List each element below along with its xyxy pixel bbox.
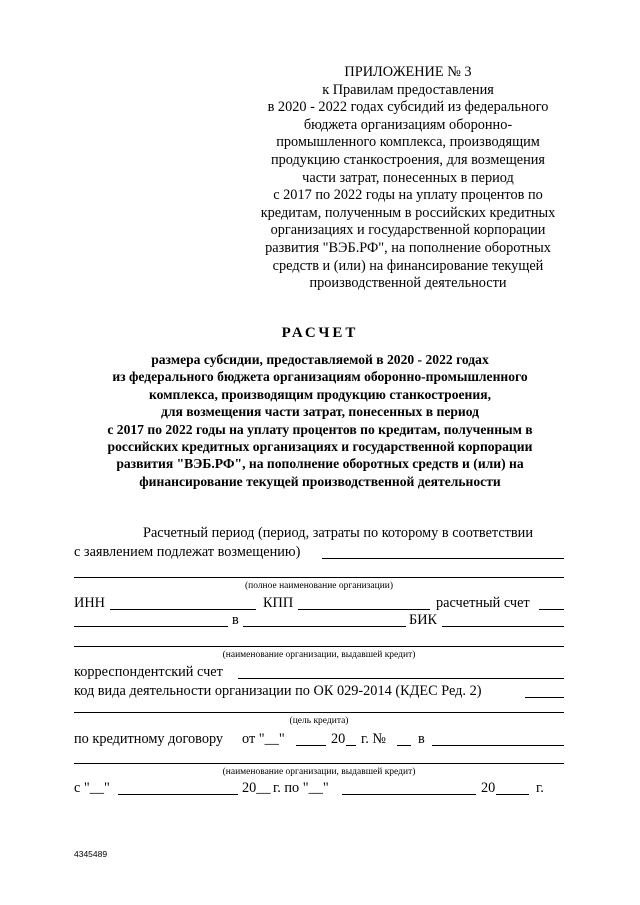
appendix-line: кредитам, полученным в российских кредитных (260, 204, 556, 221)
account-field-continued[interactable] (74, 626, 228, 627)
credit-purpose-line[interactable] (74, 712, 564, 713)
appendix-line: развития "ВЭБ.РФ", на пополнение оборотных (265, 239, 551, 256)
document-id: 4345489 (74, 849, 108, 859)
subtitle-line: из федерального бюджета организациям оборонно-промышленного (112, 369, 528, 385)
subtitle-line: развития "ВЭБ.РФ", на пополнение оборотных средств и (или) на (116, 456, 524, 472)
appendix-line: промышленного комплекса, производящим (276, 134, 540, 151)
appendix-line: ПРИЛОЖЕНИЕ № 3 (344, 64, 472, 80)
appendix-line: части затрат, понесенных в период (302, 169, 514, 186)
bank-name-field[interactable] (243, 626, 406, 627)
period-from-label: с "__" (74, 780, 110, 796)
subtitle-line: размера субсидии, предоставляемой в 2020 - 2022 годах (151, 352, 489, 367)
subtitle-line: финансирование текущей производственной деятельности (139, 473, 501, 489)
bank-caption-2: (наименование организации, выдавшей кредит) (222, 767, 416, 777)
appendix-line: производственной деятельности (309, 275, 507, 292)
bank-name-line-2[interactable] (74, 763, 564, 764)
activity-code-field[interactable] (525, 697, 564, 698)
document-title: РАСЧЕТ (281, 325, 359, 341)
document-subtitle (60, 351, 580, 490)
period-from-year: 20__ (242, 780, 271, 796)
corr-account-label: корреспондентский счет (74, 664, 223, 680)
appendix-block (238, 64, 578, 293)
contract-bank-field[interactable] (432, 745, 564, 746)
corr-account-field[interactable] (238, 678, 564, 679)
period-end-label: г. (536, 780, 544, 796)
period-from-month-field[interactable] (118, 794, 238, 795)
contract-number-label: г. № (361, 731, 387, 747)
appendix-line: в 2020 - 2022 годах субсидий из федерального (267, 99, 549, 116)
org-name-caption: (полное наименование организации) (244, 581, 394, 591)
kpp-label: КПП (263, 595, 294, 611)
subtitle-line: российских кредитных организациях и государственной корпорации (107, 439, 533, 455)
account-field[interactable] (539, 609, 564, 610)
subtitle-line: с 2017 по 2022 годы на уплату процентов по кредитам, полученным в (107, 421, 533, 437)
kpp-field[interactable] (298, 609, 430, 610)
bank-name-line[interactable] (74, 646, 564, 647)
contract-from-label: от "__" (242, 731, 285, 747)
appendix-line: с 2017 по 2022 годы на уплату процентов по (273, 187, 543, 204)
period-input-line[interactable] (322, 558, 564, 559)
subtitle-line: для возмещения части затрат, понесенных в период (160, 404, 480, 420)
contract-label: по кредитному договору (74, 731, 224, 747)
inn-label: ИНН (74, 595, 105, 611)
contract-month-field[interactable] (296, 745, 326, 746)
in-label: в (232, 612, 239, 628)
appendix-line: продукцию станкостроения, для возмещения (271, 151, 545, 168)
inn-field[interactable] (110, 609, 256, 610)
bik-field[interactable] (442, 626, 564, 627)
org-name-line[interactable] (74, 577, 564, 578)
period-to-year-field[interactable] (496, 794, 529, 795)
contract-number-field[interactable] (397, 745, 411, 746)
period-to-label: г. по "__" (273, 780, 329, 796)
account-label: расчетный счет (436, 595, 530, 611)
activity-code-label: код вида деятельности организации по ОК 029-2014 (КДЕС Ред. 2) (74, 683, 482, 699)
contract-in-label: в (418, 731, 425, 747)
contract-year-field[interactable] (346, 745, 356, 746)
appendix-line: организациях и государственной корпорации (270, 222, 546, 239)
period-label-line2: с заявлением подлежат возмещению) (74, 544, 301, 560)
bik-label: БИК (409, 612, 438, 628)
credit-purpose-caption: (цель кредита) (289, 716, 349, 726)
period-to-month-field[interactable] (342, 794, 476, 795)
contract-year-prefix: 20 (331, 731, 346, 747)
bank-caption: (наименование организации, выдавшей кредит) (222, 650, 416, 660)
appendix-line: к Правилам предоставления (322, 81, 494, 98)
appendix-line: средств и (или) на финансирование текущей (272, 257, 544, 274)
subtitle-line: комплекса, производящим продукцию станкостроения, (149, 386, 491, 402)
appendix-line: бюджета организациям оборонно- (303, 116, 513, 133)
period-to-year-prefix: 20 (481, 780, 496, 796)
period-label-line1: Расчетный период (период, затраты по которому в соответствии (143, 525, 533, 541)
